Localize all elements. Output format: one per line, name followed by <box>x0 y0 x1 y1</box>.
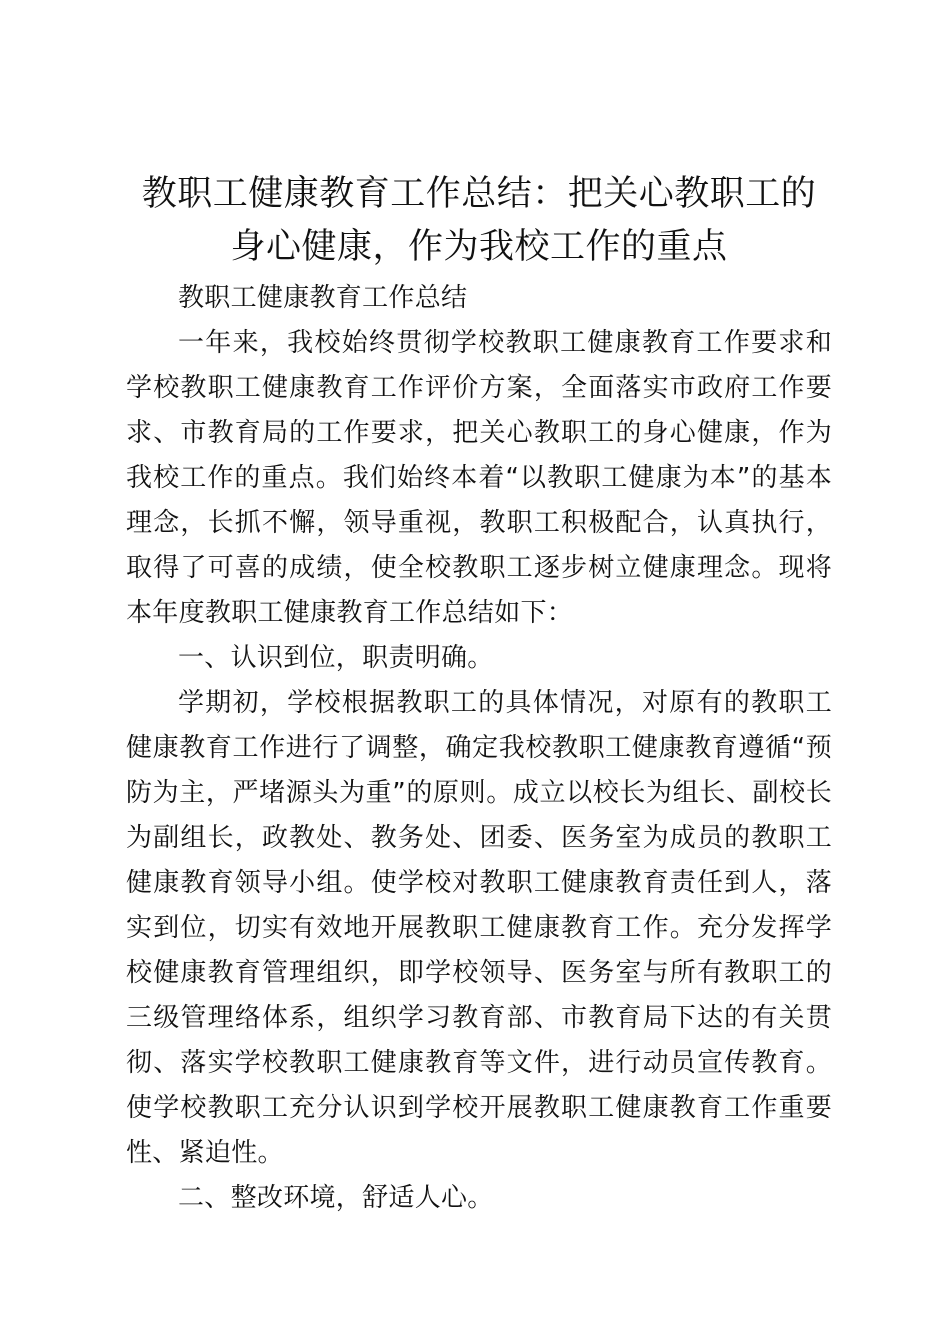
section-1-paragraph: 学期初，学校根据教职工的具体情况，对原有的教职工健康教育工作进行了调整，确定我校教职工健康教育遵循“预防为主，严堵源头为重”的原则。成立以校长为组长、副校长为副组长，政教处、教务处、团委、医务室为成员的教职工健康教育领导小组。使学校对教职工健康教育责任到人，落实到位，切实有效地开展教职工健康教育工作。充分发挥学校健康教育管理组织，即学校领导、医务室与所有教职工的三级管理络体系，组织学习教育部、市教育局下达的有关贯彻、落实学校教职工健康教育等文件，进行动员宣传教育。使学校教职工充分认识到学校开展教职工健康教育工作重要性、紧迫性。 <box>126 688 832 1168</box>
document-title: 教职工健康教育工作总结：把关心教职工的身心健康，作为我校工作的重点 <box>141 174 817 267</box>
subtitle-paragraph: 教职工健康教育工作总结 <box>178 283 468 313</box>
section-heading-2: 二、整改环境，舒适人心。 <box>178 1183 494 1213</box>
document-page <box>126 168 832 1221</box>
intro-paragraph: 一年来，我校始终贯彻学校教职工健康教育工作要求和学校教职工健康教育工作评价方案，全面落实市政府工作要求、市教育局的工作要求，把关心教职工的身心健康，作为我校工作的重点。我们始终本着“以教职工健康为本”的基本理念，长抓不懈，领导重视，教职工积极配合，认真执行，取得了可喜的成绩，使全校教职工逐步树立健康理念。现将本年度教职工健康教育工作总结如下： <box>126 328 832 628</box>
document-body <box>126 276 832 1221</box>
section-heading-1: 一、认识到位，职责明确。 <box>178 643 494 673</box>
